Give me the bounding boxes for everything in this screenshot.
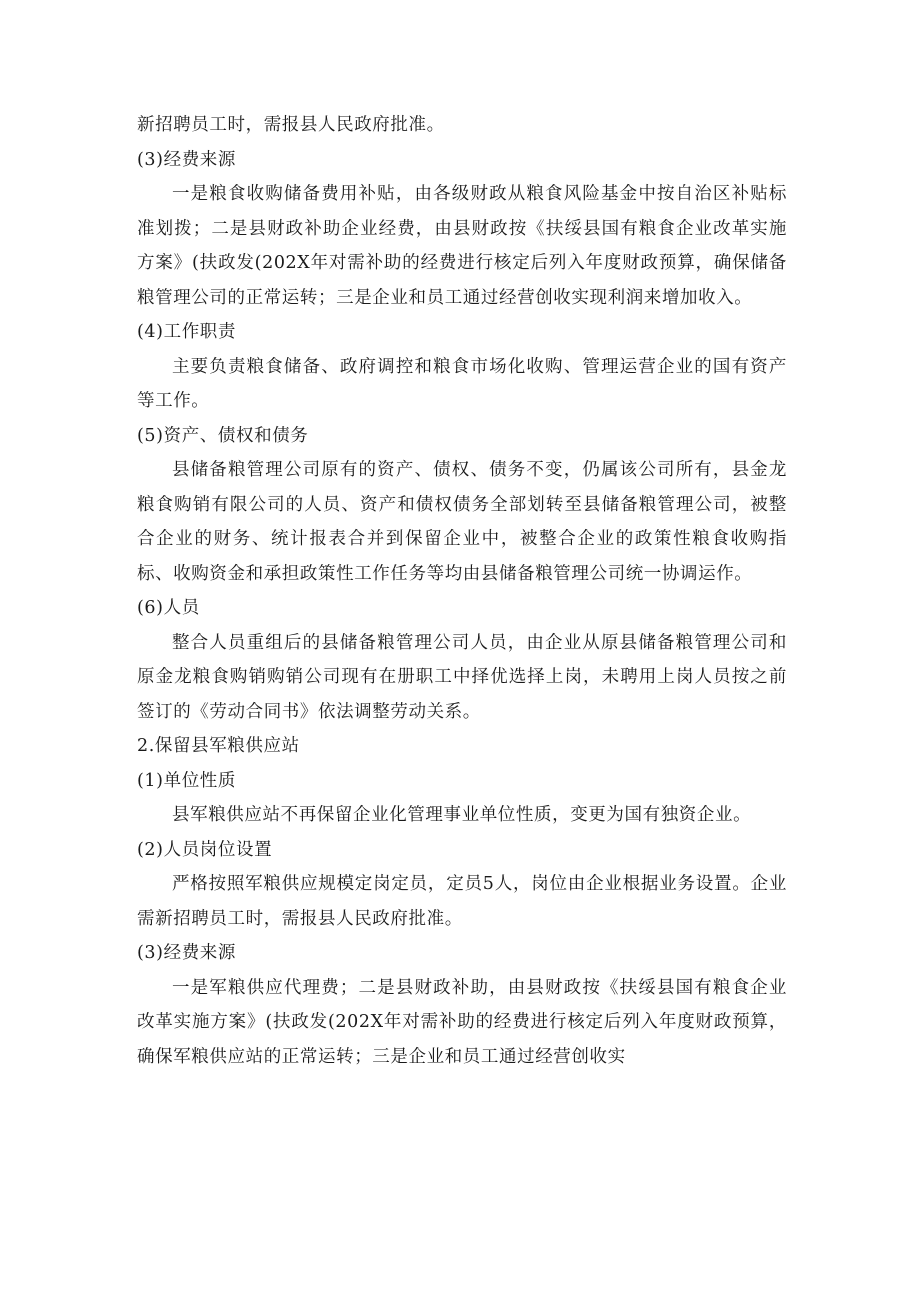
- paragraph-funding-source-2: 一是军粮供应代理费；二是县财政补助，由县财政按《扶绥县国有粮食企业改革实施方案》(扶政发(202X年对需补助的经费进行核定后列入年度财政预算，确保军粮供应站的正常运转；三是企业和员工通过经营创收实: [137, 977, 787, 1067]
- paragraph-unit-nature: 县军粮供应站不再保留企业化管理事业单位性质，变更为国有独资企业。: [172, 805, 752, 825]
- section-heading-assets: (5)资产、债权和债务: [137, 425, 309, 446]
- paragraph-continuation: 新招聘员工时，需报县人民政府批准。: [137, 115, 445, 135]
- section-heading-funding-source: (3)经费来源: [137, 149, 236, 170]
- section-heading-military-grain: 2.保留县军粮供应站: [137, 736, 300, 756]
- paragraph-funding-source: 一是粮食收购储备费用补贴，由各级财政从粮食风险基金中按自治区补贴标准划拨；二是县财政补助企业经费，由县财政按《扶绥县国有粮食企业改革实施方案》(扶政发(202X年对需补助的经费进行核定后列入年度财政预算，确保储备粮管理公司的正常运转；三是企业和员工通过经营创收实现利润来增加收入。: [137, 184, 787, 308]
- section-heading-duties: (4)工作职责: [137, 322, 236, 342]
- section-heading-funding-source-2: (3)经费来源: [137, 943, 236, 963]
- paragraph-duties: 主要负责粮食储备、政府调控和粮食市场化收购、管理运营企业的国有资产等工作。: [137, 356, 787, 411]
- paragraph-assets: 县储备粮管理公司原有的资产、债权、债务不变，仍属该公司所有，县金龙粮食购销有限公司的人员、资产和债权债务全部划转至县储备粮管理公司，被整合企业的财务、统计报表合并到保留企业中，被整合企业的政策性粮食收购指标、收购资金和承担政策性工作任务等均由县储备粮管理公司统一协调运作。: [137, 460, 787, 584]
- section-heading-unit-nature: (1)单位性质: [137, 770, 236, 791]
- paragraph-positions: 严格按照军粮供应规模定岗定员，定员5人，岗位由企业根据业务设置。企业需新招聘员工时，需报县人民政府批准。: [137, 874, 787, 929]
- section-heading-personnel: (6)人员: [137, 598, 200, 618]
- section-heading-positions: (2)人员岗位设置: [137, 839, 273, 860]
- document-body: [137, 108, 787, 1074]
- paragraph-personnel: 整合人员重组后的县储备粮管理公司人员，由企业从原县储备粮管理公司和原金龙粮食购销购销公司现有在册职工中择优选择上岗，未聘用上岗人员按之前签订的《劳动合同书》依法调整劳动关系。: [137, 632, 787, 722]
